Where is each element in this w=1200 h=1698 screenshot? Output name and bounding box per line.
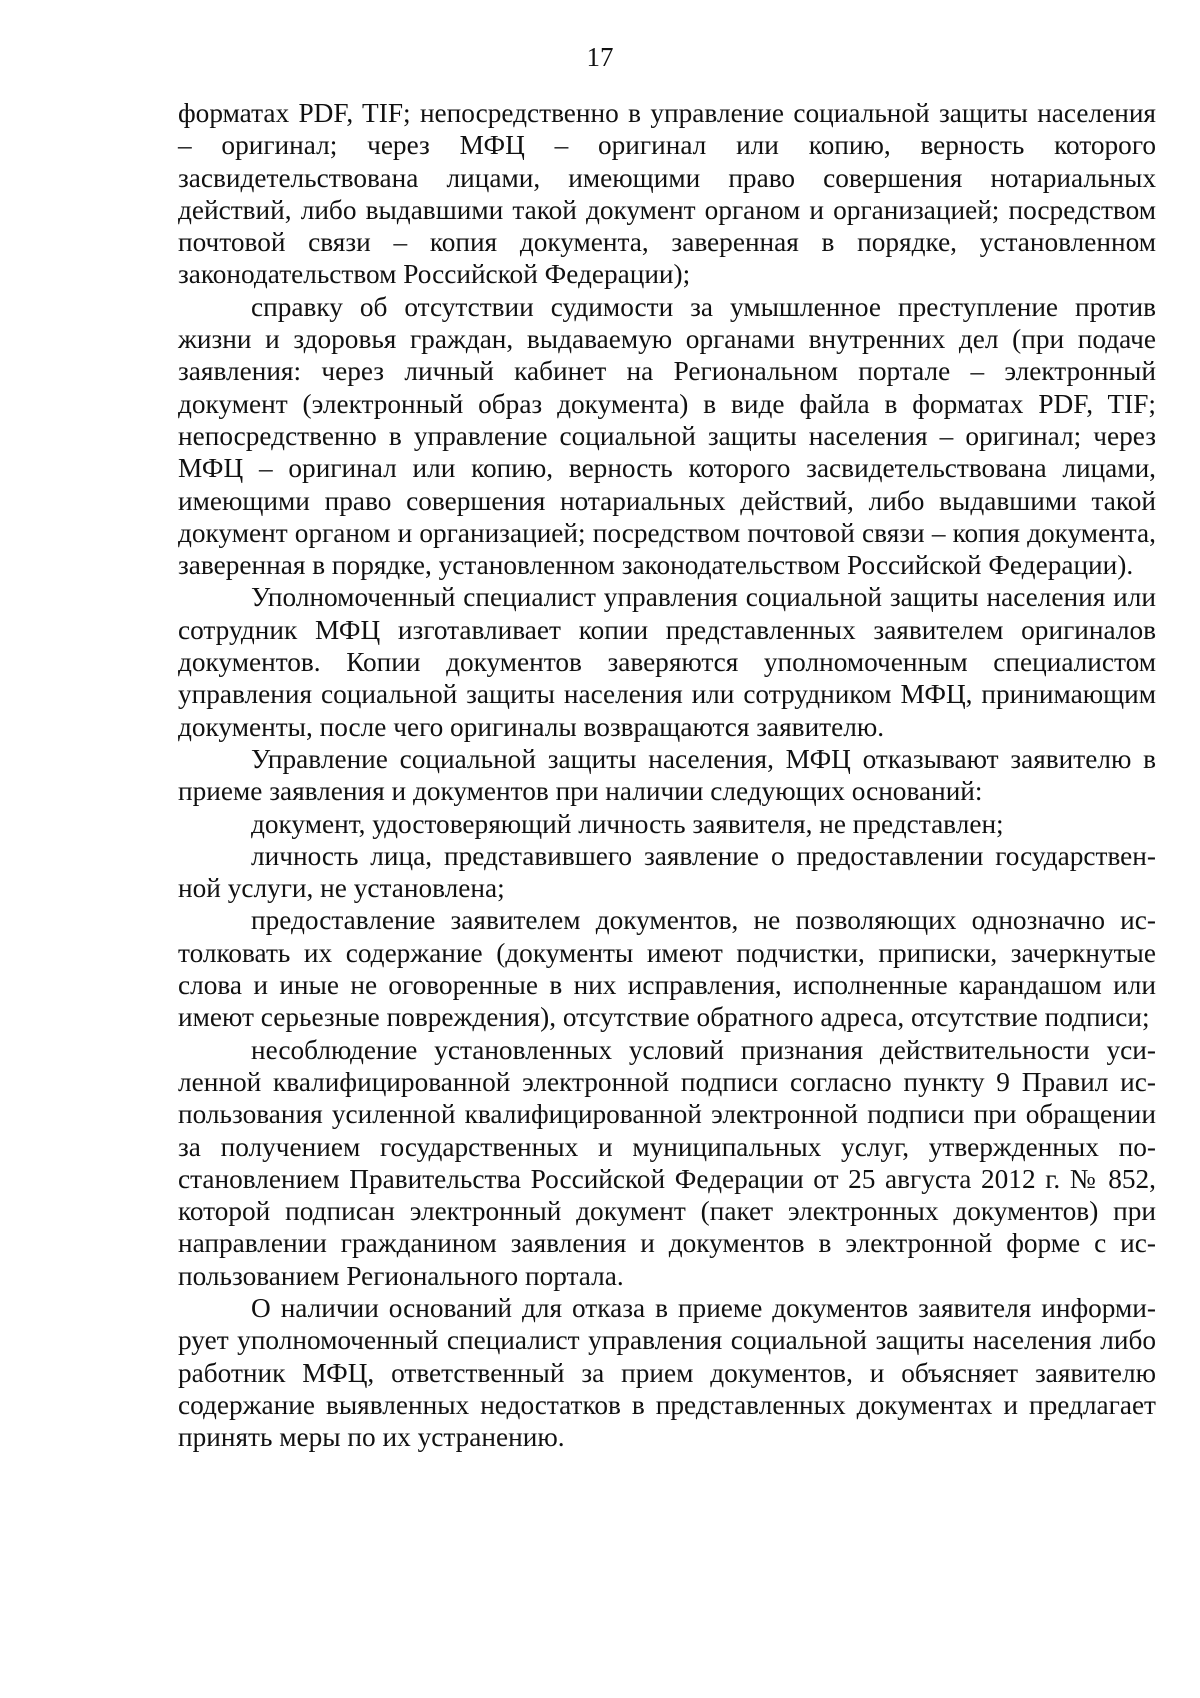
paragraph-electronic-signature: несоблюдение установленных условий признания действительности усиленной квалифицированной электронной подписи согласно пункту 9 Правил использования усиленной квалифицированной электронной подписи при обращении за получением государственных и муниципальных услуг, утвержденных постановлением Правительства Российской Федерации от 25 августа 2012 г. № 852, которой подписан электронный документ (пакет электронных документов) при направлении гражданином заявления и документов в электронной форме с использованием Регионального портала. (178, 1034, 1156, 1291)
paragraph-continuation-formats: форматах PDF, TIF; непосредственно в управление социальной защиты населения – оригинал; через МФЦ – оригинал или копию, верность которого засвидетельствована лицами, имеющими право совершения нотариальных действий, либо выдавшими такой документ органом и организацией; посредством почтовой связи – копия документа, заверенная в порядке, установленном законодательством Российской Федерации); (178, 98, 1156, 290)
paragraph-identity-document-missing: документ, удостоверяющий личность заявителя, не представлен; (251, 808, 1004, 839)
paragraph-criminal-record-certificate: справку об отсутствии судимости за умышленное преступление против жизни и здоровья граждан, выдаваемую органами внутренних дел (при подаче заявления: через личный кабинет на Региональном портале – электронный документ (электронный образ документа) в виде файла в форматах PDF, TIF; непосредственно в управление социальной защиты населения – оригинал; через МФЦ – оригинал или копию, верность которого засвидетельствована лицами, имеющими право совершения нотариальных действий, либо выдавшими такой документ органом и организацией; посредством почтовой связи – копия документа, заверенная в порядке, установленном законодательством Российской Федерации). (178, 291, 1156, 581)
paragraph-refusal-grounds-intro: Управление социальной защиты населения, МФЦ отказывают заявителю в приеме заявления и документов при наличии следующих оснований: (178, 743, 1156, 807)
paragraph-identity-not-established: личность лица, представившего заявление о предоставлении государственной услуги, не установлена; (178, 840, 1156, 904)
page-number: 17 (586, 42, 614, 72)
paragraph-applicant-notification: О наличии оснований для отказа в приеме документов заявителя информирует уполномоченный специалист управления социальной защиты населения либо работник МФЦ, ответственный за прием документов, и объясняет заявителю содержание выявленных недостатков в представленных документах и предлагает принять меры по их устранению. (178, 1292, 1156, 1453)
paragraph-copies-certification: Уполномоченный специалист управления социальной защиты населения или сотрудник МФЦ изготавливает копии представленных заявителем оригиналов документов. Копии документов заверяются уполномоченным специалистом управления социальной защиты населения или сотрудником МФЦ, принимающим документы, после чего оригиналы возвращаются заявителю. (178, 582, 1156, 742)
paragraph-ambiguous-documents: предоставление заявителем документов, не позволяющих однозначно истолковать их содержание (документы имеют подчистки, приписки, зачеркнутые слова и иные не оговоренные в них исправления, исполненные карандашом или имеют серьезные повреждения), отсутствие обратного адреса, отсутствие подписи; (178, 905, 1156, 1033)
document-body (178, 97, 1156, 1453)
